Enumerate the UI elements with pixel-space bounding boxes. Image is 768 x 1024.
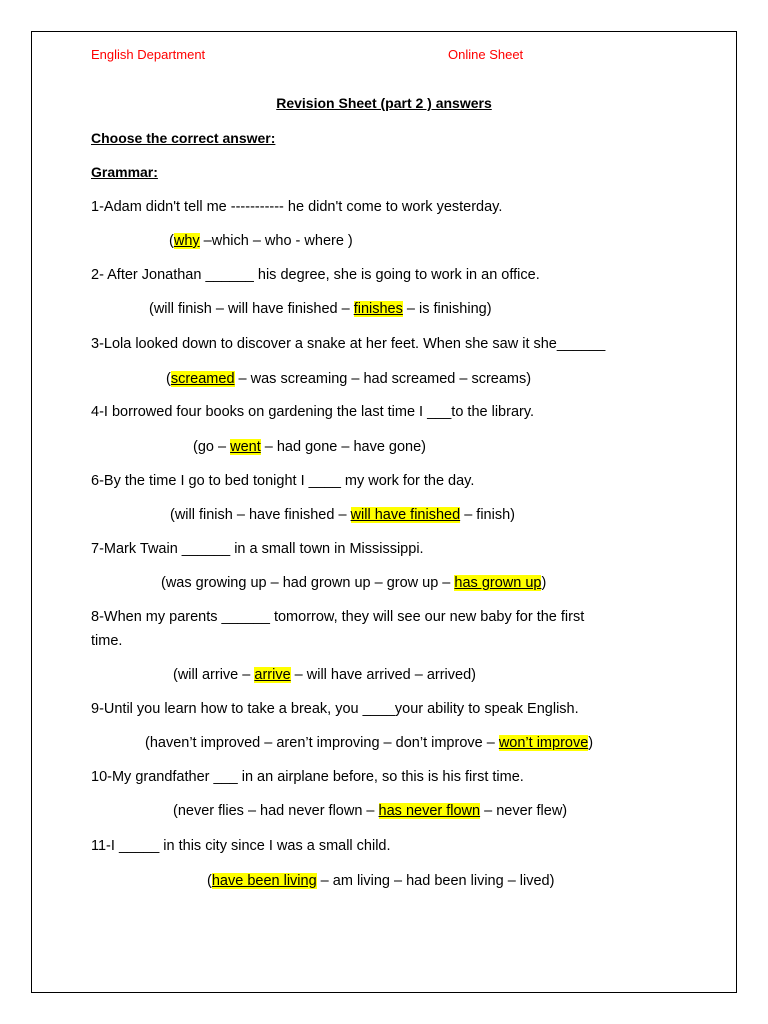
options-3 — [166, 369, 531, 389]
options-8 — [173, 665, 476, 685]
section-heading: Grammar: — [91, 164, 158, 180]
options-after: – am living – had been living – lived) — [316, 873, 555, 889]
options-before: ( — [169, 233, 174, 249]
question-4: 4-I borrowed four books on gardening the last time I ___to the library. — [91, 404, 535, 420]
question-3: 3-Lola looked down to discover a snake at her feet. When she saw it she______ — [91, 336, 606, 352]
page-title: Revision Sheet (part 2 ) answers — [276, 95, 492, 111]
options-10 — [173, 801, 567, 821]
answer-highlight: finishes — [353, 301, 403, 317]
question-9: 9-Until you learn how to take a break, you ____your ability to speak English. — [91, 701, 579, 717]
options-after: ) — [588, 735, 594, 751]
options-after: – is finishing) — [402, 301, 492, 317]
answer-highlight: has grown up — [454, 575, 542, 591]
answer-highlight: will have finished — [350, 507, 461, 523]
answer-highlight: arrive — [254, 667, 291, 683]
department-label: English Department — [91, 47, 206, 62]
options-before: ( — [166, 371, 171, 387]
options-4 — [193, 437, 426, 457]
options-after: – never flew) — [480, 803, 568, 819]
question-2: 2- After Jonathan ______ his degree, she is going to work in an office. — [91, 267, 540, 283]
options-before: (will finish – will have finished – — [149, 301, 354, 317]
options-before: (haven’t improved – aren’t improving – don’t improve – — [145, 735, 499, 751]
options-after: – will have arrived – arrived) — [290, 667, 476, 683]
options-after: – finish) — [460, 507, 515, 523]
options-before: (will finish – have finished – — [170, 507, 351, 523]
answer-highlight: have been living — [211, 873, 317, 889]
options-before: (never flies – had never flown – — [173, 803, 379, 819]
sheet-type-label: Online Sheet — [448, 47, 524, 62]
options-1 — [169, 231, 353, 251]
question-7: 7-Mark Twain ______ in a small town in Mississippi. — [91, 541, 424, 557]
options-before: (go – — [193, 439, 231, 455]
question-8-continued: time. — [91, 633, 123, 649]
answer-highlight: why — [173, 233, 200, 249]
question-11: 11-I _____ in this city since I was a small child. — [91, 838, 391, 854]
options-before: ( — [207, 873, 212, 889]
options-before: (was growing up – had grown up – grow up – — [161, 575, 455, 591]
options-after: – had gone – have gone) — [260, 439, 427, 455]
options-after: –which – who - where ) — [199, 233, 353, 249]
options-7 — [161, 573, 546, 593]
question-8: 8-When my parents ______ tomorrow, they will see our new baby for the first — [91, 609, 585, 625]
options-9 — [145, 733, 593, 753]
instruction-heading: Choose the correct answer: — [91, 130, 276, 146]
options-after: – was screaming – had screamed – screams) — [234, 371, 532, 387]
options-11 — [207, 871, 554, 891]
answer-highlight: went — [230, 439, 261, 455]
question-10: 10-My grandfather ___ in an airplane before, so this is his first time. — [91, 769, 524, 785]
answer-highlight: won’t improve — [498, 735, 589, 751]
options-before: (will arrive – — [173, 667, 255, 683]
options-2 — [149, 299, 492, 319]
options-6 — [170, 505, 515, 525]
answer-highlight: screamed — [170, 371, 235, 387]
options-after: ) — [541, 575, 547, 591]
question-6: 6-By the time I go to bed tonight I ____ my work for the day. — [91, 473, 475, 489]
answer-highlight: has never flown — [378, 803, 481, 819]
question-1: 1-Adam didn't tell me ----------- he didn't come to work yesterday. — [91, 199, 503, 215]
